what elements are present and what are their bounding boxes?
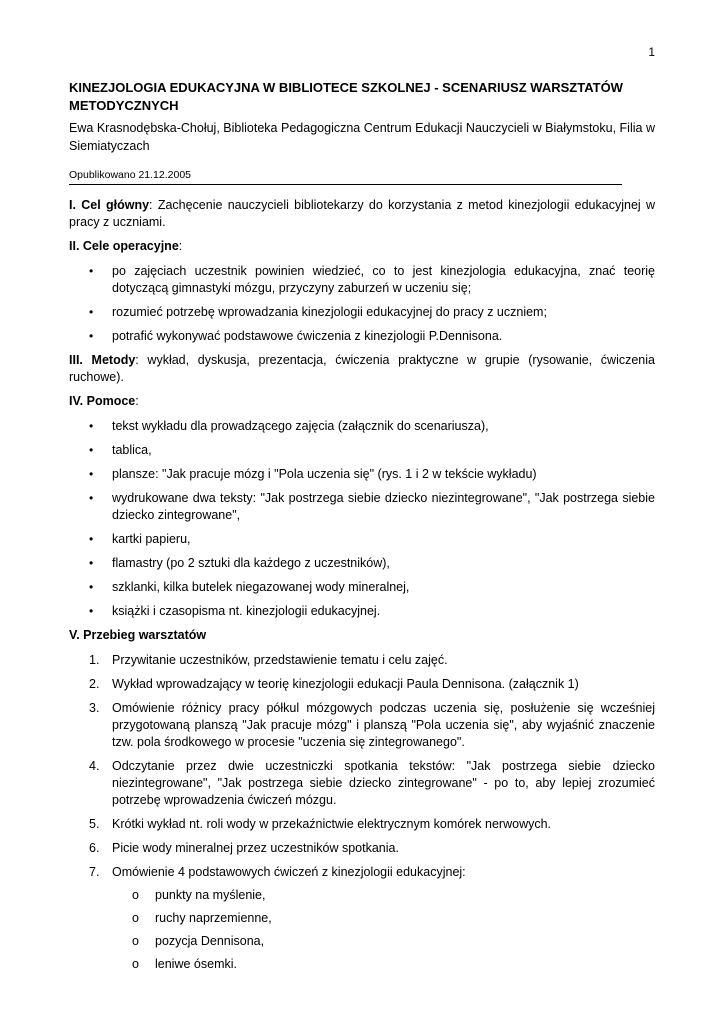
bullet-icon: • [89,491,94,505]
list-item [69,579,655,596]
section-heading: I. Cel główny [69,198,150,212]
list-item [69,864,655,973]
header-divider [69,184,622,185]
section-suffix: : [178,239,183,253]
list-item [69,758,655,809]
section-text: : wykład, dyskusja, prezentacja, ćwiczenia praktyczne w grupie (rysowanie, ćwiczenia ruchowe). [69,353,655,384]
section-suffix: : [135,394,139,408]
sublist-item [112,956,655,973]
circle-bullet-icon: o [132,957,139,971]
list-item-text: Omówienie różnicy pracy półkul mózgowych podczas uczenia się, posłużenie się wcześniej przygotowaną planszą "Jak pracuje mózg" i planszą "Pola uczenia się", aby wyjaśnić znaczenie tzw. pola środkowego w procesie "uczenia się zintegrowanego". [112,701,655,749]
list-item-text: szklanki, kilka butelek niegazowanej wody mineralnej, [112,580,410,594]
list-item-text: Omówienie 4 podstawowych ćwiczeń z kinezjologii edukacyjnej: [112,865,466,879]
list-item [69,328,655,345]
aids-list [69,418,655,620]
list-item-text: flamastry (po 2 sztuki dla każdego z uczestników), [112,556,390,570]
list-item-text: ruchy naprzemienne, [155,911,272,925]
list-item-text: rozumieć potrzebę wprowadzania kinezjologii edukacyjnej do pracy z uczniem; [112,305,547,319]
section-heading: III. Metody [69,353,136,367]
section-text: : Zachęcenie nauczycieli bibliotekarzy do korzystania z metod kinezjologii edukacyjnej w pracy z uczniami. [69,198,655,229]
list-item-text: pozycja Dennisona, [155,934,265,948]
list-number: 3. [89,701,100,715]
list-item [69,676,655,693]
list-number: 2. [89,677,100,691]
list-item [69,652,655,669]
list-item-text: potrafić wykonywać podstawowe ćwiczenia z kinezjologii P.Dennisona. [112,329,503,343]
sublist-item [112,887,655,904]
list-item-text: Przywitanie uczestników, przedstawienie tematu i celu zajęć. [112,653,448,667]
list-item-text: po zajęciach uczestnik powinien wiedzieć, co to jest kinezjologia edukacyjna, znać teorię dotyczącą gimnastyki mózgu, przyczyny zaburzeń w uczeniu się; [112,264,655,295]
list-item [69,418,655,435]
list-item [69,603,655,620]
bullet-icon: • [89,580,94,594]
page-number: 1 [648,45,655,59]
list-number: 1. [89,653,100,667]
circle-bullet-icon: o [132,934,139,948]
circle-bullet-icon: o [132,911,139,925]
bullet-icon: • [89,305,94,319]
bullet-icon: • [89,443,94,457]
bullet-icon: • [89,604,94,618]
sublist-item [112,933,655,950]
bullet-icon: • [89,467,94,481]
section-methods [69,352,655,386]
exercises-sublist [112,887,655,973]
list-item [69,466,655,483]
author-line: Ewa Krasnodębska-Chołuj, Biblioteka Pedagogiczna Centrum Edukacji Nauczycieli w Białymstoku, Filia w Siemiatyczach [69,121,655,153]
section-workshop-flow [69,627,655,644]
list-item [69,555,655,572]
bullet-icon: • [89,264,94,278]
section-aids [69,393,655,410]
circle-bullet-icon: o [132,888,139,902]
section-heading: IV. Pomoce [69,394,136,408]
list-item-text: plansze: "Jak pracuje mózg i "Pola uczenia się" (rys. 1 i 2 w tekście wykładu) [112,467,537,481]
list-item-text: Krótki wykład nt. roli wody w przekaźnictwie elektrycznym komórek nerwowych. [112,817,552,831]
list-item-text: wydrukowane dwa teksty: "Jak postrzega siebie dziecko niezintegrowane", "Jak postrzega siebie dziecko zintegrowane", [112,491,655,522]
list-item-text: kartki papieru, [112,532,191,546]
list-item [69,840,655,857]
section-heading: II. Cele operacyjne [69,239,179,253]
list-number: 5. [89,817,100,831]
list-item-text: Picie wody mineralnej przez uczestników spotkania. [112,841,399,855]
bullet-icon: • [89,419,94,433]
document-body [69,197,655,980]
section-main-goal [69,197,655,231]
list-number: 6. [89,841,100,855]
list-item [69,304,655,321]
list-item-text: książki i czasopisma nt. kinezjologii edukacyjnej. [112,604,381,618]
list-item [69,531,655,548]
section-operational-goals [69,238,655,255]
bullet-icon: • [89,556,94,570]
list-number: 4. [89,759,100,773]
list-item [69,490,655,524]
list-item [69,816,655,833]
bullet-icon: • [89,329,94,343]
list-item-text: tablica, [112,443,152,457]
section-heading: V. Przebieg warsztatów [69,628,207,642]
list-item-text: Odczytanie przez dwie uczestniczki spotkania tekstów: "Jak postrzega siebie dziecko niezintegrowane", "Jak postrzega siebie dziecko zintegrowane" - po to, aby lepiej zrozumieć potrzebę wprowadzenia ćwiczeń mózgu. [112,759,655,807]
publication-date: Opublikowano 21.12.2005 [69,169,192,181]
list-item-text: Wykład wprowadzający w teorię kinezjologii edukacji Paula Dennisona. (załącznik 1) [112,677,579,691]
list-number: 7. [89,865,100,879]
document-title: KINEZJOLOGIA EDUKACYJNA W BIBLIOTECE SZKOLNEJ - SCENARIUSZ WARSZTATÓW METODYCZNYCH [69,80,623,113]
workshop-steps-list [69,652,655,973]
list-item-text: leniwe ósemki. [155,957,237,971]
operational-goals-list [69,263,655,345]
list-item [69,442,655,459]
list-item [69,700,655,751]
sublist-item [112,910,655,927]
list-item-text: punkty na myślenie, [155,888,266,902]
list-item-text: tekst wykładu dla prowadzącego zajęcia (załącznik do scenariusza), [112,419,489,433]
list-item [69,263,655,297]
bullet-icon: • [89,532,94,546]
